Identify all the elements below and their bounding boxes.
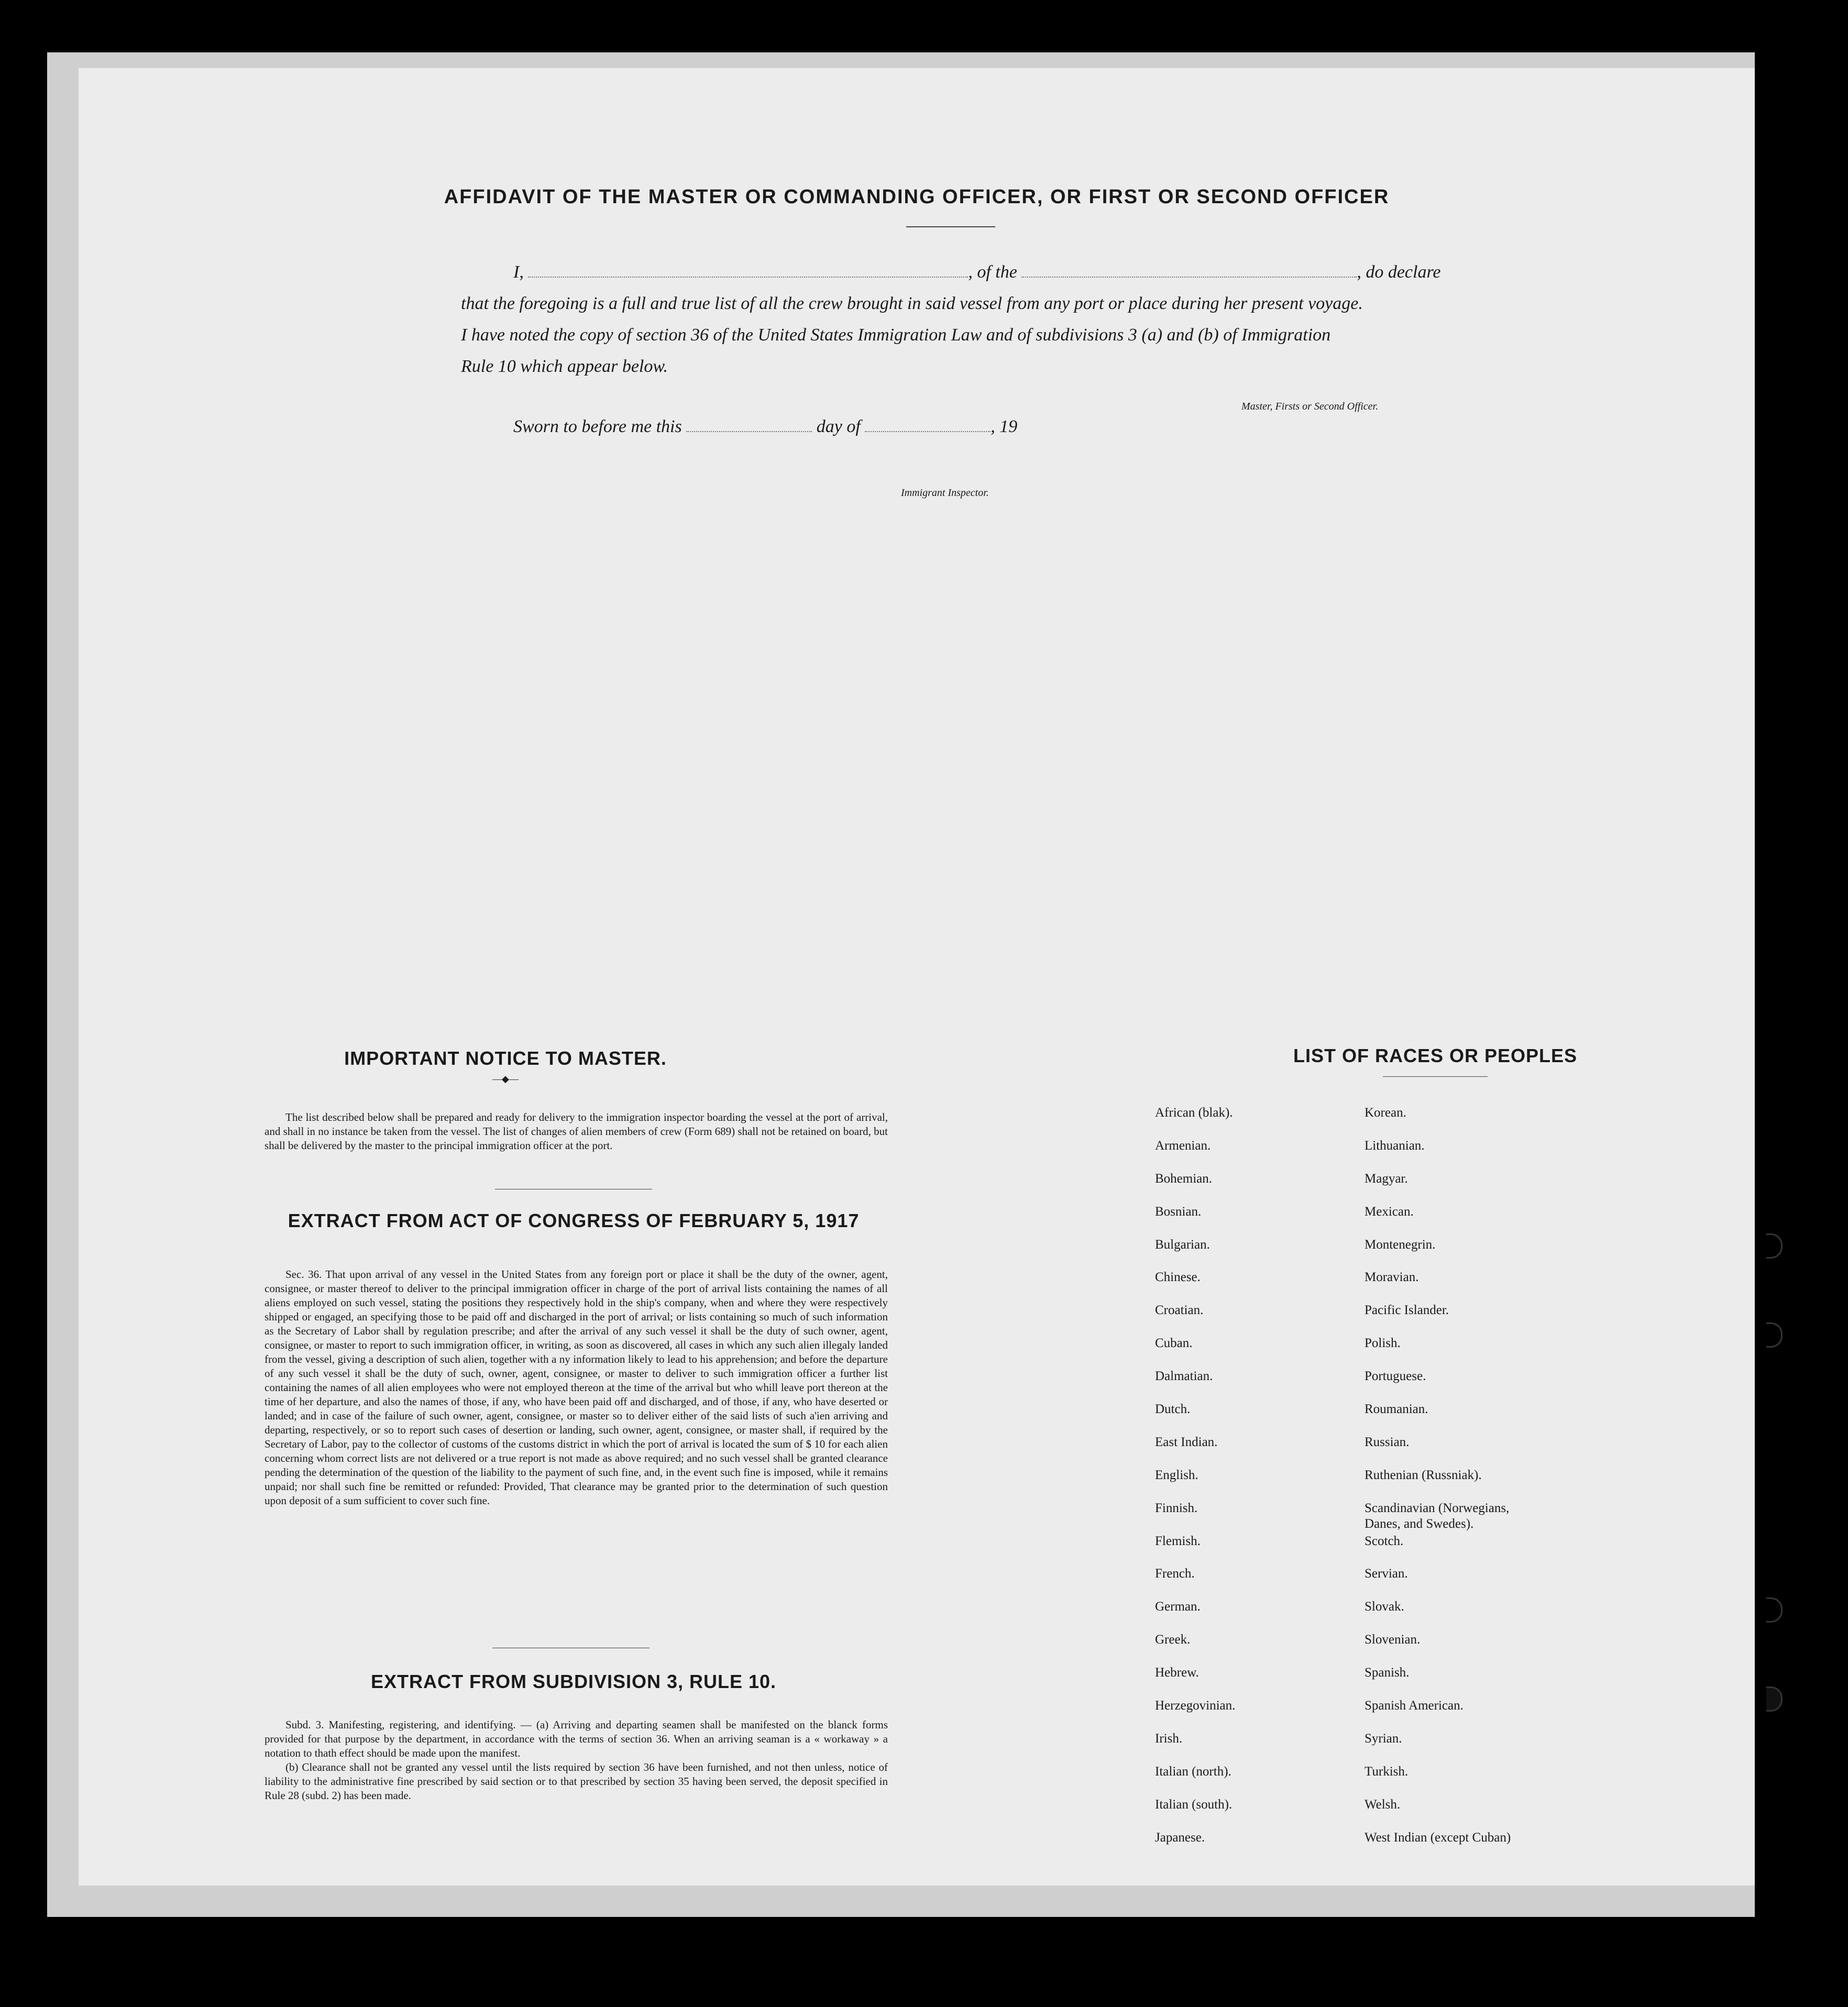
race-item: Servian. xyxy=(1365,1567,1408,1581)
race-item: Spanish American. xyxy=(1365,1699,1464,1713)
race-item: Greek. xyxy=(1155,1633,1191,1647)
affidavit-line-2: that the foregoing is a full and true list of all the crew brought in said vessel from any port or place during her present voyage. xyxy=(461,294,1363,313)
act-text xyxy=(265,1267,888,1508)
race-item: Syrian. xyxy=(1365,1731,1402,1746)
rule-text xyxy=(265,1718,888,1803)
act-paragraph: Sec. 36. That upon arrival of any vessel in the United States from any foreign port or place it shall be the duty of the owner, agent, consignee, or master thereof to deliver to the principal immigration officer in charge of the port of arrival lists containing the names of all aliens employed on such vessel, stating the positions they respectively hold in the ship's company, when and where they were respectively shipped or engaged, an specifying those to be paid off and discharged in the port of arrival; or lists containing so much of such information as the Secretary of Labor shall by regulation prescribe; and after the arrival of any such vessel it shall be the duty of such owner, agent, consignee, or master to report to such immigration officer, in writing, as soon as discovered, all cases in which any such alien illegaly landed from the vessel, giving a description of such alien, together with a ny information likely to lead to his apprehension; and before the departure of any such vessel it shall be the duty of such, owner, agent, consignee, or master to deliver to such immigration officer a further list containing the names of all alien employees who were not employed thereon at the time of the arrival but who whill leave port thereon at the time of her departure, and also the names of those, if any, who have been paid off and discharged, and of those, if any, who have deserted or landed; and in case of the failure of such owner, agent, consignee, or master so to deliver either of the said lists of such a'ien arriving and departing, respectively, or so to report such cases of desertion or landing, such owner, agent, consignee, or master shall, if required by the Secretary of Labor, pay to the collector of customs of the customs district in which the port of arrival is located the sum of $ 10 for each alien concerning whom correct lists are not delivered or a true report is not made as above required; and no such vessel shall be granted clearance pending the determination of the question of the liability to the payment of such fine, and, in the event such fine is imposed, while it remains unpaid; nor shall such fine be remitted or refunded: Provided, That clearance may be granted prior to the determination of such question upon deposit of a sum sufficient to cover such fine. xyxy=(265,1268,888,1507)
notice-paragraph: The list described below shall be prepared and ready for delivery to the immigration inspector boarding the vessel at the port of arrival, and shall in no instance be taken from the vessel. The list of changes of alien members of crew (Form 689) shall not be retained on board, but shall be delivered by the master to the principal immigration officer at the port. xyxy=(265,1111,888,1152)
vessel-field[interactable] xyxy=(1021,262,1357,278)
act-title: EXTRACT FROM ACT OF CONGRESS OF FEBRUARY 5, 1917 xyxy=(288,1210,860,1231)
signature-label: Master, Firsts or Second Officer. xyxy=(1241,401,1379,412)
punch-hole xyxy=(1766,1322,1783,1348)
rule-title: EXTRACT FROM SUBDIVISION 3, RULE 10. xyxy=(370,1671,777,1692)
sworn-day-field[interactable] xyxy=(686,416,812,432)
race-item: Pacific Islander. xyxy=(1365,1303,1449,1318)
affidavit-title: AFFIDAVIT OF THE MASTER OR COMMANDING OFFICER, OR FIRST OR SECOND OFFICER xyxy=(444,186,1390,208)
race-item: Mexican. xyxy=(1365,1204,1414,1219)
affidavit-line-4: Rule 10 which appear below. xyxy=(461,357,668,376)
races-left-column xyxy=(1155,1105,1365,1862)
race-item: Russian. xyxy=(1365,1435,1410,1449)
race-item: Herzegovinian. xyxy=(1155,1699,1236,1713)
race-item: German. xyxy=(1155,1600,1201,1614)
rule-paragraph-b: (b) Clearance shall not be granted any vessel until the lists required by section 36 have been furnished, and not then unless, notice of liability to the administrative fine prescribed by said section or to that prescribed by section 35 having been served, the deposit specified in Rule 28 (subd. 2) has been made. xyxy=(265,1761,888,1802)
race-item: Dutch. xyxy=(1155,1402,1191,1417)
race-item: Bosnian. xyxy=(1155,1204,1202,1219)
race-item: Croatian. xyxy=(1155,1303,1204,1318)
rule-paragraph-a: Subd. 3. Manifesting, registering, and identifying. — (a) Arriving and departing seamen shall be manifested on the blanck forms provided for that purpose by the department, in accordance with the terms of section 36. When an arriving seaman is a « workaway » a notation to thath effect should be made upon the manifest. xyxy=(265,1718,888,1759)
inspector-label: Immigrant Inspector. xyxy=(901,487,989,499)
affidavit-line-3: I have noted the copy of section 36 of the United States Immigration Law and of subdivisions 3 (a) and (b) of Immigration xyxy=(461,325,1331,345)
race-item: Finnish. xyxy=(1155,1501,1198,1515)
document-page xyxy=(79,68,1755,1885)
race-item: Dalmatian. xyxy=(1155,1369,1213,1384)
notice-ornament: —◆— xyxy=(492,1074,519,1084)
races-right-column xyxy=(1365,1105,1637,1862)
title-divider xyxy=(906,226,995,227)
sworn-line xyxy=(513,416,1017,437)
punch-hole xyxy=(1766,1597,1783,1623)
race-item: Scotch. xyxy=(1365,1534,1404,1548)
race-item: Polish. xyxy=(1365,1336,1401,1351)
race-item: Montenegrin. xyxy=(1365,1237,1436,1252)
punch-hole xyxy=(1766,1233,1783,1259)
race-item: Italian (south). xyxy=(1155,1797,1233,1812)
race-item: Spanish. xyxy=(1365,1666,1410,1680)
race-item: Hebrew. xyxy=(1155,1666,1199,1680)
race-item: Lithuanian. xyxy=(1365,1138,1425,1153)
race-item: Welsh. xyxy=(1365,1797,1401,1812)
race-item: Scandinavian (Norwegians, Danes, and Swedes). xyxy=(1365,1501,1510,1531)
race-item: African (blak). xyxy=(1155,1106,1233,1120)
race-item: English. xyxy=(1155,1468,1198,1482)
race-item: French. xyxy=(1155,1567,1195,1581)
races-list xyxy=(1155,1105,1679,1880)
sworn-month-field[interactable] xyxy=(865,416,991,432)
race-item: Italian (north). xyxy=(1155,1764,1231,1779)
race-item: East Indian. xyxy=(1155,1435,1218,1449)
name-field[interactable] xyxy=(528,262,968,278)
race-item: Slovak. xyxy=(1365,1600,1404,1614)
race-item: West Indian (except Cuban) xyxy=(1365,1830,1511,1845)
races-title: LIST OF RACES OR PEOPLES xyxy=(1293,1045,1578,1066)
affidavit-body xyxy=(461,257,1472,382)
race-item: Japanese. xyxy=(1155,1830,1205,1845)
sworn-prefix: Sworn to before me this xyxy=(513,417,682,436)
race-item: Korean. xyxy=(1365,1106,1406,1120)
race-item: Irish. xyxy=(1155,1731,1183,1746)
race-item: Chinese. xyxy=(1155,1270,1201,1285)
race-item: Roumanian. xyxy=(1365,1402,1428,1417)
race-item: Magyar. xyxy=(1365,1171,1408,1186)
of-the-label: , of the xyxy=(968,262,1017,282)
race-item: Slovenian. xyxy=(1365,1633,1421,1647)
do-declare-label: , do declare xyxy=(1357,262,1441,282)
race-item: Moravian. xyxy=(1365,1270,1419,1285)
race-item: Portuguese. xyxy=(1365,1369,1426,1384)
i-label: I, xyxy=(513,262,524,282)
race-item: Armenian. xyxy=(1155,1138,1211,1153)
sworn-day-label: day of xyxy=(816,417,861,436)
notice-title: IMPORTANT NOTICE TO MASTER. xyxy=(344,1047,667,1069)
races-divider xyxy=(1383,1076,1488,1077)
race-item: Bohemian. xyxy=(1155,1171,1213,1186)
race-item: Turkish. xyxy=(1365,1764,1409,1779)
race-item: Flemish. xyxy=(1155,1534,1201,1548)
race-item: Cuban. xyxy=(1155,1336,1193,1351)
notice-text xyxy=(265,1110,888,1153)
race-item: Bulgarian. xyxy=(1155,1237,1210,1252)
punch-hole xyxy=(1766,1686,1783,1712)
sworn-year-label: , 19 xyxy=(991,417,1018,436)
race-item: Ruthenian (Russniak). xyxy=(1365,1468,1482,1482)
